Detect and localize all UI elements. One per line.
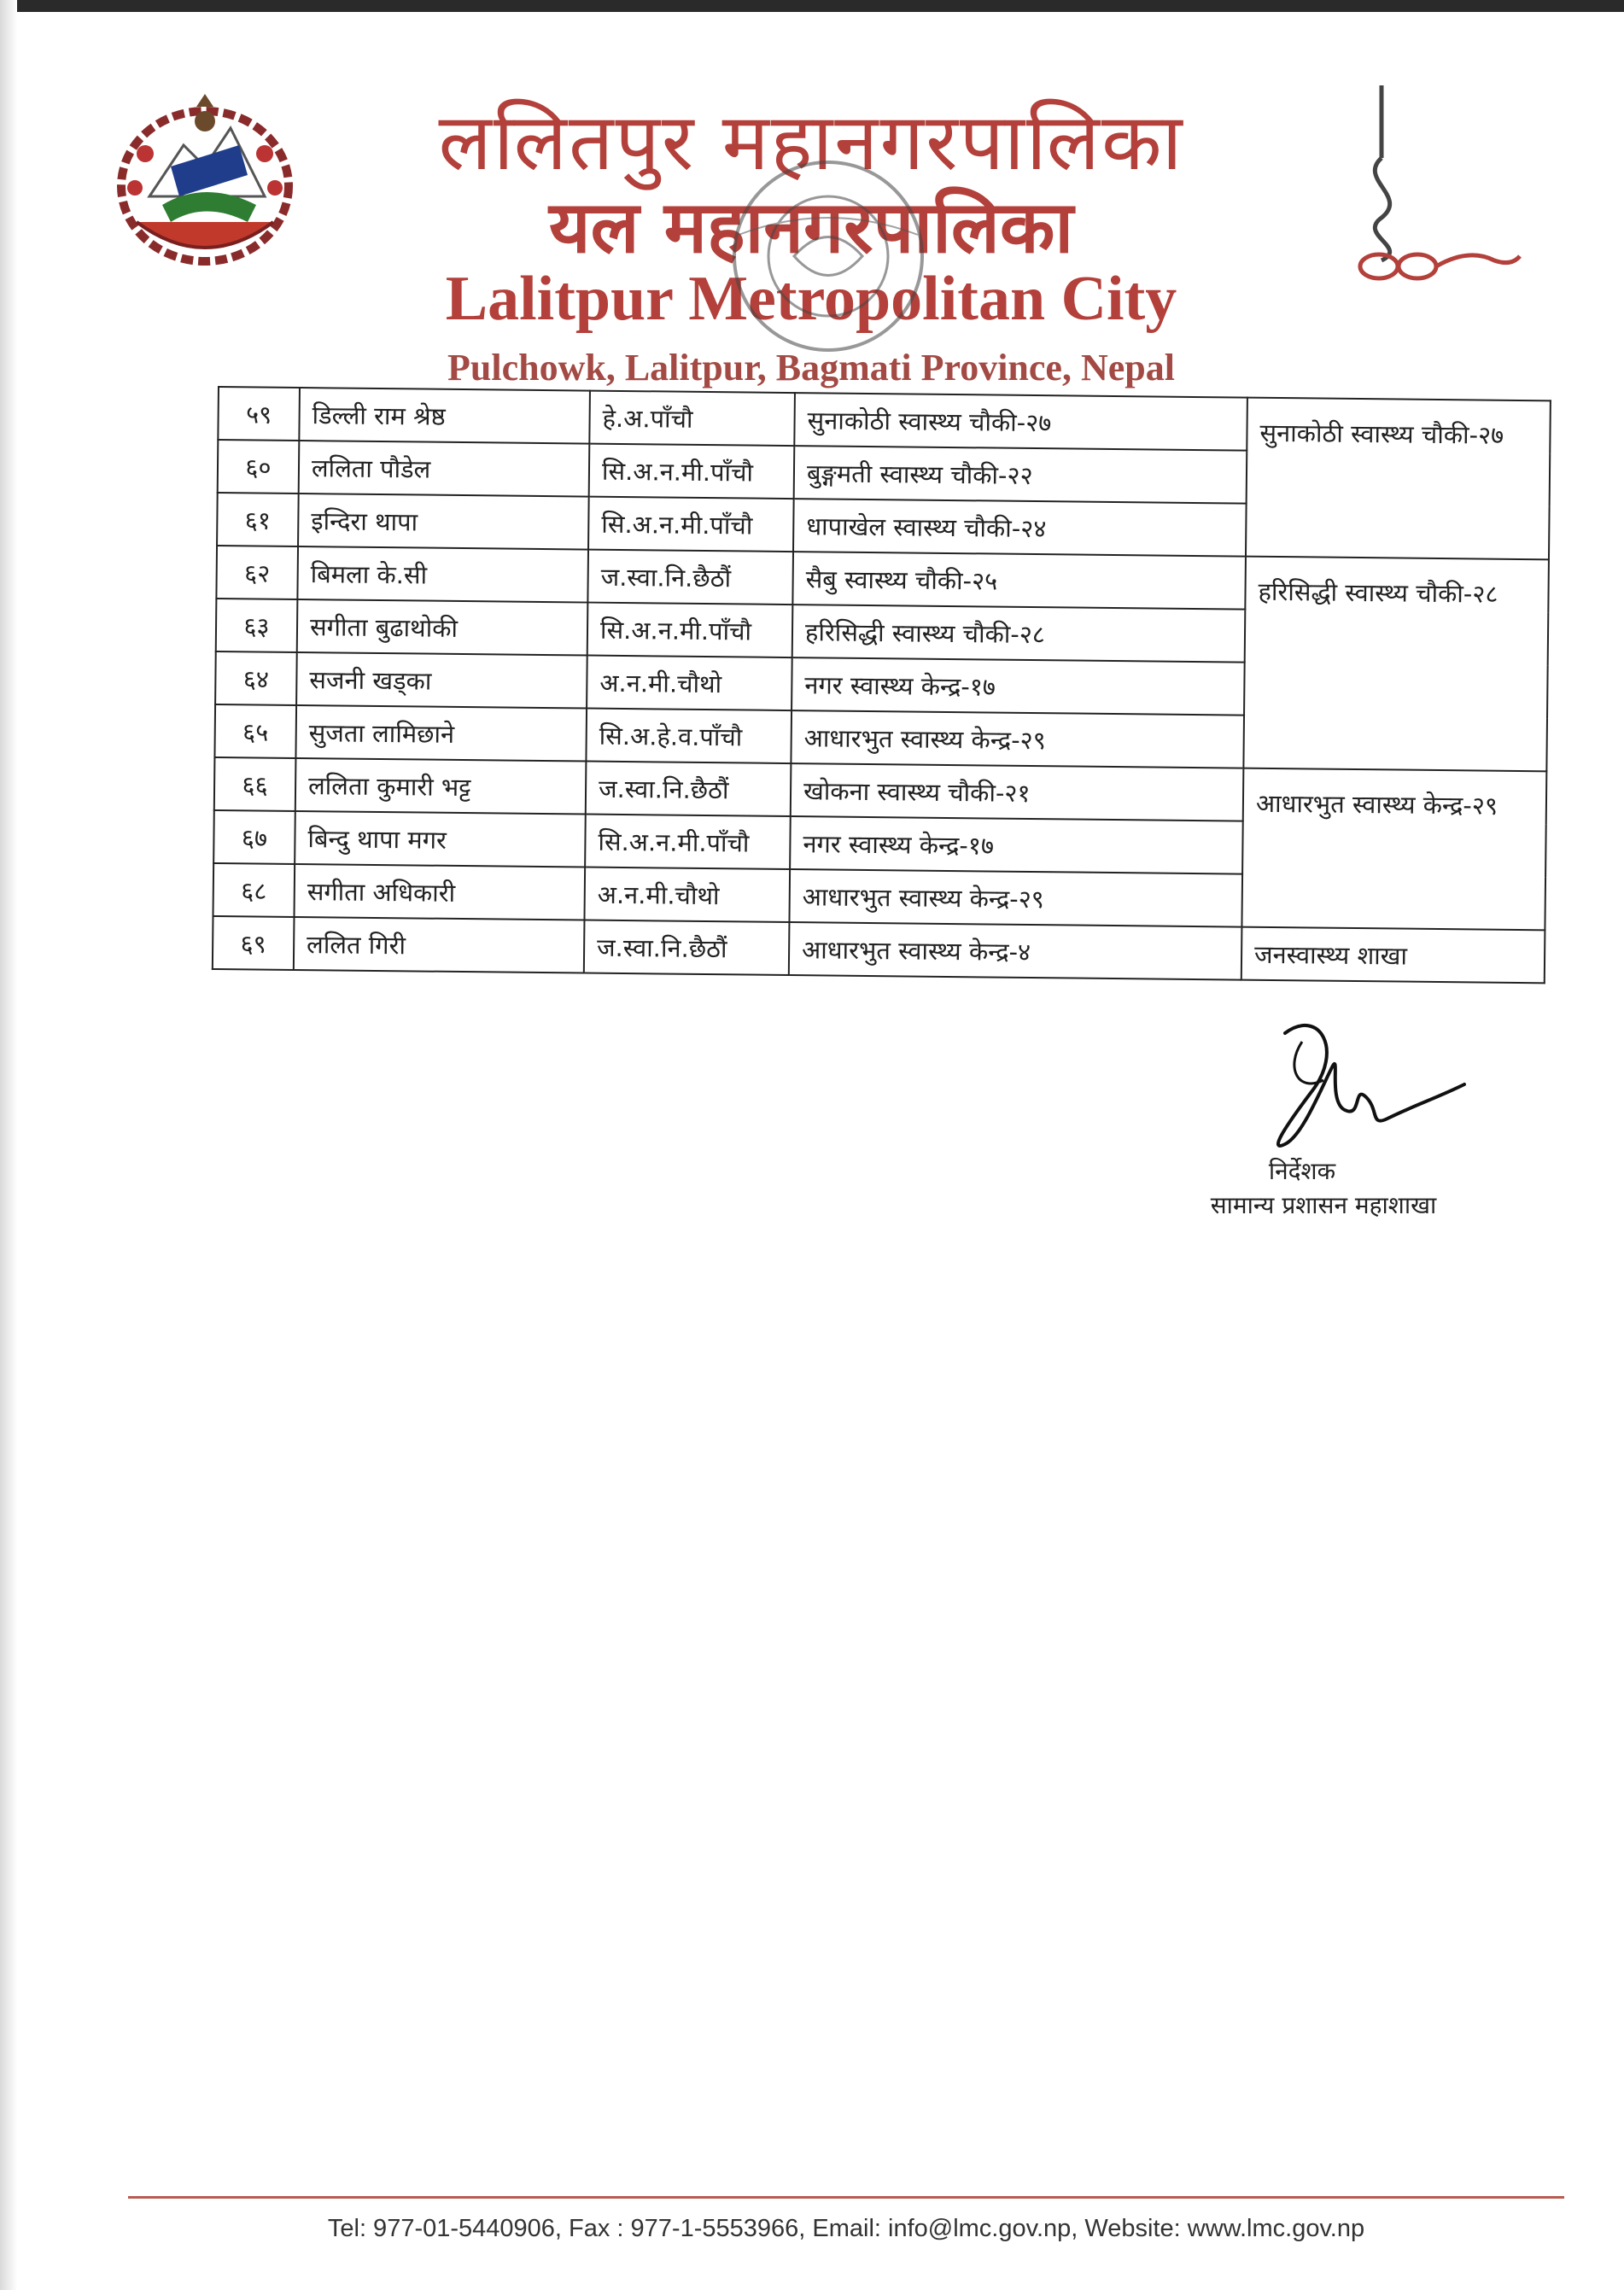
serial-number: ६० bbox=[218, 440, 300, 494]
employee-name: बिन्दु थापा मगर bbox=[295, 811, 586, 868]
signatory-title: निर्देशक bbox=[1268, 1157, 1336, 1185]
nepal-emblem-icon bbox=[111, 94, 299, 269]
current-office: हरिसिद्धी स्वास्थ्य चौकी-२८ bbox=[792, 605, 1246, 663]
header-title-english: Lalitpur Metropolitan City bbox=[445, 264, 1177, 334]
employee-name: इन्दिरा थापा bbox=[298, 494, 589, 550]
current-office: आधारभुत स्वास्थ्य केन्द्र-२९ bbox=[791, 710, 1244, 768]
header-address: Pulchowk, Lalitpur, Bagmati Province, Nepal bbox=[447, 347, 1175, 388]
header-title-newari: यल महानगरपालिका bbox=[548, 184, 1074, 269]
rope-knot-icon bbox=[1341, 77, 1528, 290]
serial-number: ६६ bbox=[214, 757, 296, 811]
scan-top-edge bbox=[0, 0, 1624, 12]
current-office: धापाखेल स्वास्थ्य चौकी-२४ bbox=[793, 499, 1247, 557]
office-stamp-icon bbox=[713, 149, 943, 363]
footer-contact: Tel: 977-01-5440906, Fax : 977-1-5553966, Email: info@lmc.gov.np, Website: www.lmc.gov.np bbox=[327, 2215, 1365, 2242]
serial-number: ६२ bbox=[216, 546, 298, 599]
scan-left-shadow bbox=[0, 0, 17, 2290]
employee-name: ललित गिरी bbox=[294, 917, 585, 973]
employee-post: सि.अ.न.मी.पाँचौ bbox=[589, 444, 795, 499]
new-office-group: सुनाकोठी स्वास्थ्य चौकी-२७ bbox=[1246, 398, 1551, 560]
employee-post: ज.स्वा.नि.छैठौं bbox=[587, 550, 793, 605]
serial-number: ६९ bbox=[213, 916, 295, 970]
current-office: सैबु स्वास्थ्य चौकी-२५ bbox=[792, 552, 1246, 610]
serial-number: ५९ bbox=[218, 387, 300, 441]
signatory-department: सामान्य प्रशासन महाशाखा bbox=[1210, 1191, 1437, 1219]
serial-number: ६४ bbox=[215, 651, 297, 705]
employee-name: डिल्ली राम श्रेष्ठ bbox=[299, 388, 590, 444]
employee-name: ललिता पौडेल bbox=[299, 441, 590, 497]
employee-name: ललिता कुमारी भट्ट bbox=[295, 758, 587, 815]
new-office-group: हरिसिद्धी स्वास्थ्य चौकी-२८ bbox=[1243, 557, 1549, 772]
current-office: खोकना स्वास्थ्य चौकी-२१ bbox=[791, 763, 1244, 821]
header-title-nepali: ललितपुर महानगरपालिका bbox=[438, 96, 1184, 188]
employee-post: सि.अ.न.मी.पाँचौ bbox=[588, 497, 794, 552]
current-office: बुङ्गमती स्वास्थ्य चौकी-२२ bbox=[794, 446, 1247, 504]
current-office: नगर स्वास्थ्य केन्द्र-१७ bbox=[790, 816, 1243, 874]
serial-number: ६८ bbox=[213, 863, 295, 917]
employee-name: सगीता बुढाथोकी bbox=[297, 599, 588, 656]
employee-post: सि.अ.न.मी.पाँचौ bbox=[585, 815, 791, 870]
employee-name: सुजता लामिछाने bbox=[295, 705, 587, 762]
employee-post: अ.न.मी.चौथो bbox=[587, 656, 792, 711]
serial-number: ६३ bbox=[216, 599, 298, 652]
serial-number: ६७ bbox=[213, 810, 295, 864]
director-signature-icon bbox=[1251, 1016, 1473, 1161]
employee-post: सि.अ.हे.व.पाँचौ bbox=[586, 709, 792, 764]
serial-number: ६५ bbox=[214, 704, 296, 758]
new-office-group: आधारभुत स्वास्थ्य केन्द्र-२९ bbox=[1241, 768, 1546, 931]
employee-name: सगीता अधिकारी bbox=[294, 864, 585, 920]
employee-post: ज.स्वा.नि.छैठौं bbox=[584, 920, 790, 976]
current-office: आधारभुत स्वास्थ्य केन्द्र-२९ bbox=[789, 869, 1242, 927]
serial-number: ६१ bbox=[217, 493, 299, 546]
employee-post: हे.अ.पाँचौ bbox=[589, 391, 795, 447]
footer-divider bbox=[128, 2196, 1564, 2199]
staff-transfer-table bbox=[212, 386, 1551, 984]
employee-name: सजनी खड्का bbox=[296, 652, 587, 709]
employee-name: बिमला के.सी bbox=[297, 546, 588, 603]
employee-post: सि.अ.न.मी.पाँचौ bbox=[587, 603, 793, 658]
current-office: सुनाकोठी स्वास्थ्य चौकी-२७ bbox=[794, 393, 1247, 451]
new-office-group: जनस्वास्थ्य शाखा bbox=[1241, 927, 1545, 984]
employee-post: अ.न.मी.चौथो bbox=[584, 868, 790, 923]
current-office: नगर स्वास्थ्य केन्द्र-१७ bbox=[792, 657, 1245, 716]
current-office: आधारभुत स्वास्थ्य केन्द्र-४ bbox=[789, 922, 1242, 980]
employee-post: ज.स्वा.नि.छैठौं bbox=[586, 762, 792, 817]
